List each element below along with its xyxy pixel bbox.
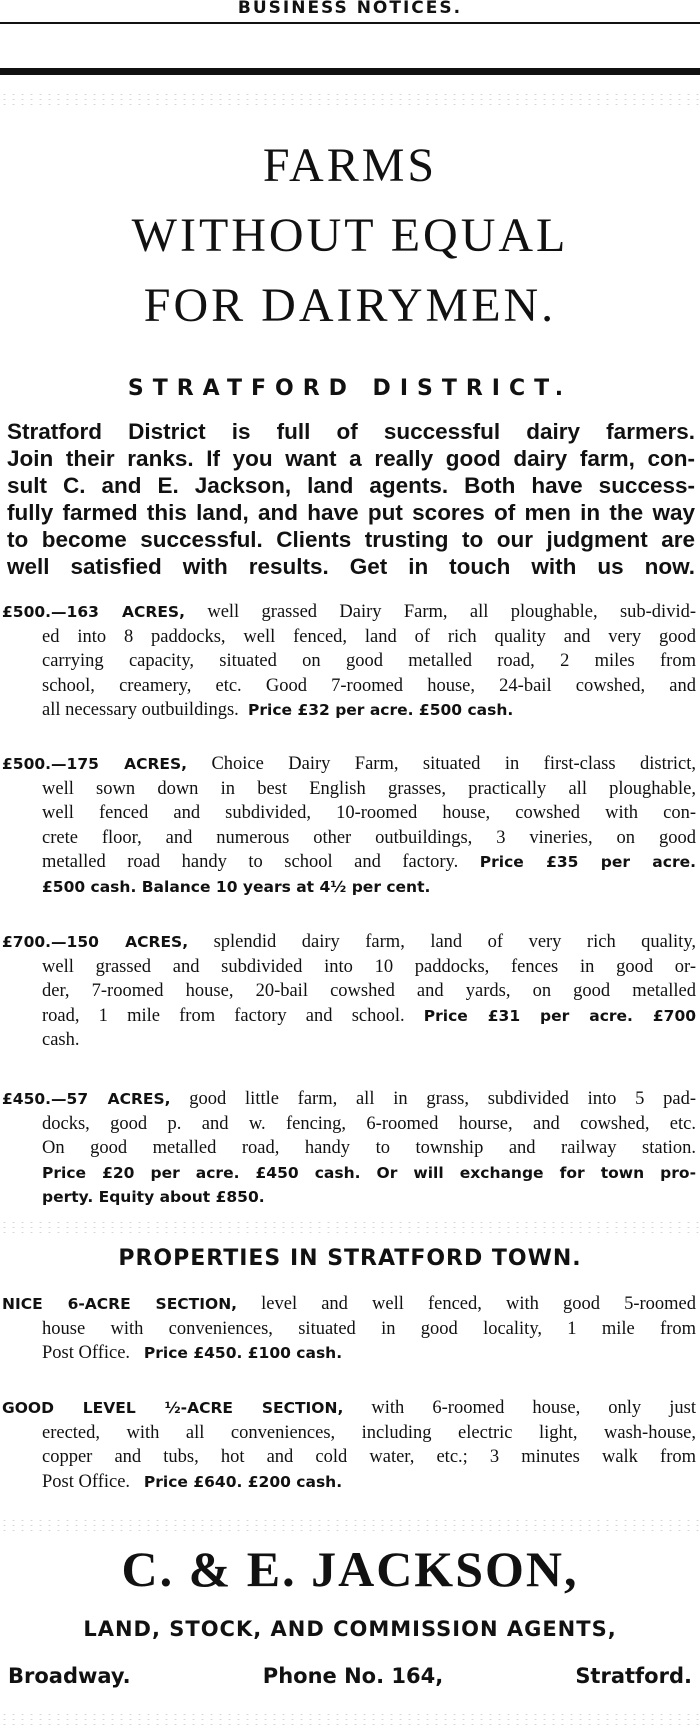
listing-text: metalled road handy to school and factory. — [42, 852, 459, 872]
listing-text: carrying capacity, situated on good metalled road, 2 miles from — [42, 651, 696, 671]
listing-text: well grassed Dairy Farm, all ploughable, sub-divid- — [184, 602, 696, 622]
listing-price: Price £640. £200 cash. — [143, 1472, 343, 1491]
print-speckle — [0, 92, 700, 106]
listing-lead: GOOD LEVEL ½-ACRE SECTION, — [2, 1399, 344, 1417]
listing-175-acres — [2, 752, 696, 899]
listing-text: docks, good p. and w. fencing, 6-roomed hourse, and cowshed, etc. — [42, 1113, 696, 1134]
listing-text: crete floor, and numerous other outbuildings, 3 vineries, on good — [42, 827, 696, 848]
listing-lead: £500.—175 ACRES, — [2, 755, 188, 773]
listing-text: good little farm, all in grass, subdivided into 5 pad- — [170, 1089, 696, 1109]
intro-line: Stratford District is full of successful dairy farmers. — [7, 419, 695, 444]
headline-line-2: WITHOUT EQUAL — [131, 209, 569, 262]
firm-name: C. & E. JACKSON, — [121, 1541, 579, 1597]
agents-line: LAND, STOCK, AND COMMISSION AGENTS, — [83, 1617, 617, 1641]
listing-text: well fenced and subdivided, 10-roomed house, cowshed with con- — [42, 803, 696, 823]
intro-line: sult C. and E. Jackson, land agents. Both have success- — [7, 473, 695, 498]
listing-price: Price £35 per acre. — [479, 853, 696, 871]
print-speckle — [0, 1712, 700, 1726]
listing-text: erected, with all conveniences, including electric light, wash-house, — [42, 1422, 696, 1443]
town-property-6-acre — [2, 1292, 696, 1366]
listing-text: On good metalled road, handy to township and railway station. — [42, 1138, 696, 1158]
listing-text: copper and tubs, hot and cold water, etc.; 3 minutes walk from — [42, 1447, 696, 1467]
listing-text: level and well fenced, with good 5-roomed — [237, 1294, 696, 1314]
heavy-rule — [0, 68, 700, 75]
headline-line-1: FARMS — [262, 139, 438, 192]
intro-line: well satisfied with results. Get in touch with us now. — [7, 554, 695, 579]
listing-lead: NICE 6-ACRE SECTION, — [2, 1295, 238, 1313]
print-speckle — [0, 1518, 700, 1532]
intro-paragraph — [7, 418, 695, 580]
listing-price: Price £450. £100 cash. — [143, 1344, 343, 1362]
listing-text: ed into 8 paddocks, well fenced, land of rich quality and very good — [42, 626, 696, 647]
properties-heading: PROPERTIES IN STRATFORD TOWN. — [118, 1246, 582, 1271]
listing-text: Post Office. — [42, 1471, 131, 1492]
listing-text: Post Office. — [42, 1343, 131, 1363]
listing-text: school, creamery, etc. Good 7-roomed house, 24-bail cowshed, and — [42, 675, 696, 696]
footer-phone: Phone No. 164, — [262, 1664, 444, 1688]
footer-town: Stratford. — [575, 1664, 692, 1688]
header-rule — [0, 22, 700, 24]
listing-150-acres — [2, 930, 696, 1053]
listing-lead: £450.—57 ACRES, — [2, 1090, 171, 1108]
footer-address: Broadway. — [8, 1664, 131, 1688]
listing-text: house with conveniences, situated in good locality, 1 mile from — [42, 1318, 696, 1339]
listing-price: Price £32 per acre. £500 cash. — [248, 701, 514, 719]
listing-terms: £500 cash. Balance 10 years at 4½ per cent. — [42, 877, 431, 896]
listing-lead: £700.—150 ACRES, — [2, 933, 189, 951]
listing-text: Choice Dairy Farm, situated in first-class district, — [187, 754, 697, 774]
district-heading: STRATFORD DISTRICT. — [127, 376, 573, 401]
intro-line: Join their ranks. If you want a really good dairy farm, con- — [7, 446, 695, 471]
headline-line-3: FOR DAIRYMEN. — [143, 279, 557, 332]
intro-line: to become successful. Clients trusting to our judgment are — [7, 527, 695, 552]
listing-163-acres — [2, 600, 696, 723]
listing-text: der, 7-roomed house, 20-bail cowshed and yards, on good metalled — [42, 981, 696, 1001]
listing-text: with 6-roomed house, only just — [343, 1398, 696, 1418]
listing-text: well grassed and subdivided into 10 paddocks, fences in good or- — [42, 956, 696, 977]
listing-text: road, 1 mile from factory and school. — [42, 1005, 405, 1026]
town-property-half-acre — [2, 1396, 696, 1494]
listing-terms: perty. Equity about £850. — [42, 1188, 265, 1206]
listing-57-acres — [2, 1087, 696, 1210]
listing-lead: £500.—163 ACRES, — [2, 603, 185, 621]
listing-text: all necessary outbuildings. — [42, 700, 239, 720]
listing-text: cash. — [42, 1030, 80, 1050]
intro-line: fully farmed this land, and have put scores of men in the way — [7, 500, 695, 525]
footer-contact — [8, 1664, 692, 1688]
listing-price: Price £31 per acre. £700 — [423, 1006, 697, 1025]
print-speckle — [0, 1220, 700, 1234]
section-header: BUSINESS NOTICES. — [237, 0, 463, 18]
listing-price: Price £20 per acre. £450 cash. Or will exchange for town pro- — [42, 1163, 696, 1182]
listing-text: splendid dairy farm, land of very rich quality, — [188, 932, 696, 952]
listing-text: well sown down in best English grasses, practically all ploughable, — [42, 778, 696, 799]
